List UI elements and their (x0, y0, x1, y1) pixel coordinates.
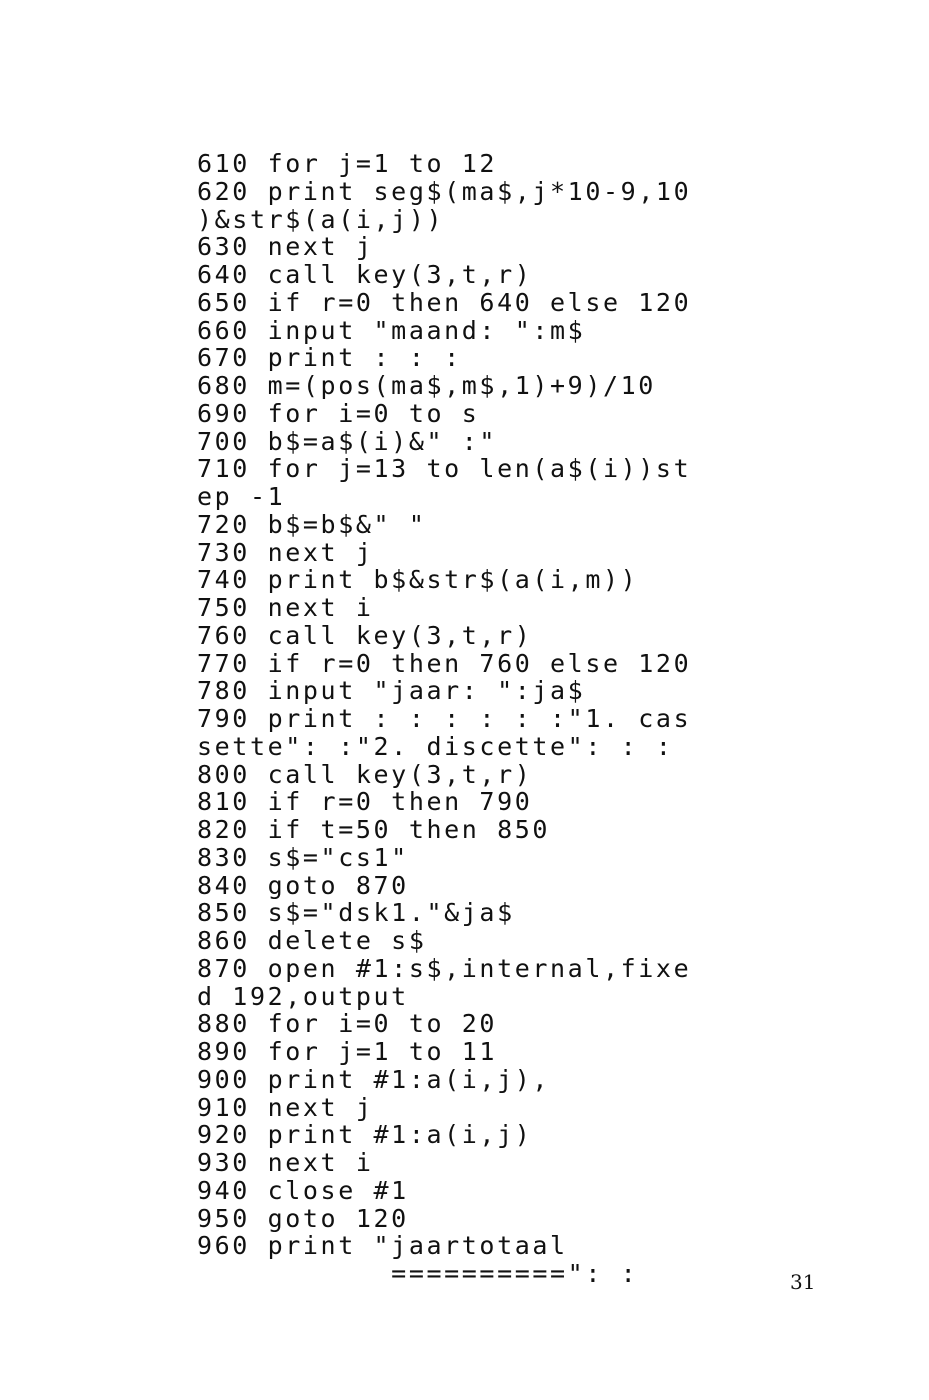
code-line-840: 840 goto 870 (197, 870, 409, 900)
code-line-900: 900 print #1:a(i,j), (197, 1064, 551, 1094)
code-line-720: 720 b$=b$&" " (197, 509, 427, 539)
code-line-620: 620 print seg$(ma$,j*10-9,10 (197, 176, 692, 206)
code-line-860: 860 delete s$ (197, 926, 427, 955)
code-line-710-continuation: ep -1 (197, 482, 286, 511)
code-line-870-continuation: d 192,output (197, 981, 409, 1011)
code-line-960-continuation: ==========": : (197, 1259, 639, 1288)
code-line-790-continuation: sette": :"2. discette": : : (197, 731, 674, 761)
code-line-660: 660 input "maand: ":m$ (197, 315, 586, 345)
code-line-890: 890 for j=1 to 11 (197, 1037, 498, 1066)
code-line-780: 780 input "jaar: ":ja$ (197, 676, 586, 706)
code-line-730: 730 next j (197, 537, 374, 567)
page-number: 31 (790, 1270, 816, 1294)
code-line-920: 920 print #1:a(i,j) (197, 1120, 533, 1150)
code-line-910: 910 next j (197, 1092, 374, 1122)
code-line-620-continuation: )&str$(a(i,j)) (197, 204, 445, 234)
code-line-640: 640 call key(3,t,r) (197, 260, 533, 289)
code-line-610: 610 for j=1 to 12 (197, 149, 498, 178)
code-line-870: 870 open #1:s$,internal,fixe (197, 953, 692, 983)
code-line-950: 950 goto 120 (197, 1203, 409, 1233)
code-line-760: 760 call key(3,t,r) (197, 620, 533, 650)
code-line-960: 960 print "jaartotaal (197, 1231, 568, 1261)
code-line-700: 700 b$=a$(i)&" :" (197, 426, 498, 456)
code-line-930: 930 next i (197, 1148, 374, 1177)
code-line-800: 800 call key(3,t,r) (197, 759, 533, 789)
code-line-740: 740 print b$&str$(a(i,m)) (197, 565, 639, 595)
code-line-940: 940 close #1 (197, 1175, 409, 1205)
code-line-830: 830 s$="cs1" (197, 842, 409, 872)
code-listing (197, 150, 691, 1288)
code-line-690: 690 for i=0 to s (197, 398, 480, 428)
code-line-630: 630 next j (197, 232, 374, 262)
code-line-850: 850 s$="dsk1."&ja$ (197, 898, 515, 928)
code-line-790: 790 print : : : : : :"1. cas (197, 704, 692, 733)
code-line-680: 680 m=(pos(ma$,m$,1)+9)/10 (197, 371, 656, 400)
code-line-820: 820 if t=50 then 850 (197, 815, 551, 844)
code-line-650: 650 if r=0 then 640 else 120 (197, 287, 692, 317)
code-line-750: 750 next i (197, 593, 374, 622)
code-line-710: 710 for j=13 to len(a$(i))st (197, 454, 692, 484)
code-line-810: 810 if r=0 then 790 (197, 787, 533, 817)
code-line-670: 670 print : : : (197, 343, 462, 373)
code-line-770: 770 if r=0 then 760 else 120 (197, 648, 692, 678)
code-line-880: 880 for i=0 to 20 (197, 1009, 498, 1039)
